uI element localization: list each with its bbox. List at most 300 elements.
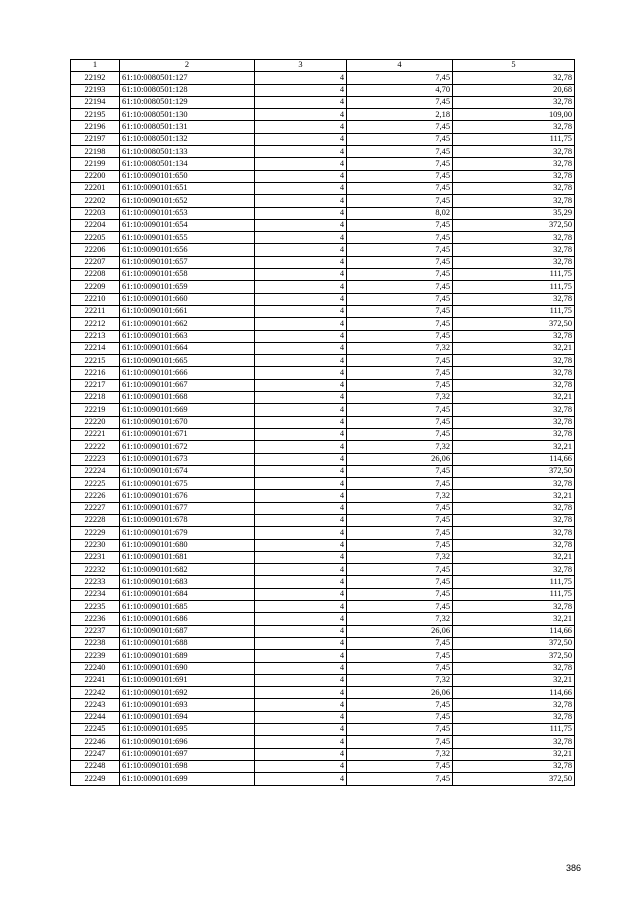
table-cell: 61:10:0090101:658 (120, 269, 255, 281)
table-cell: 22217 (71, 379, 120, 391)
table-cell: 4,70 (347, 84, 453, 96)
table-row (71, 576, 575, 588)
table-cell: 22216 (71, 367, 120, 379)
table-cell: 22207 (71, 256, 120, 268)
table-cell: 4 (255, 465, 347, 477)
table-cell: 32,78 (453, 601, 575, 613)
table-cell: 7,45 (347, 564, 453, 576)
table-cell: 61:10:0090101:693 (120, 699, 255, 711)
table-cell: 22215 (71, 355, 120, 367)
table-cell: 22211 (71, 305, 120, 317)
table-row (71, 527, 575, 539)
table-row (71, 305, 575, 317)
table-cell: 32,78 (453, 293, 575, 305)
table-cell: 7,45 (347, 281, 453, 293)
table-cell: 4 (255, 613, 347, 625)
table-row (71, 318, 575, 330)
table-cell: 61:10:0090101:696 (120, 736, 255, 748)
table-cell: 7,32 (347, 748, 453, 760)
table-cell: 2,18 (347, 109, 453, 121)
table-cell: 22227 (71, 502, 120, 514)
table-cell: 32,78 (453, 146, 575, 158)
table-cell: 114,66 (453, 453, 575, 465)
table-cell: 4 (255, 133, 347, 145)
table-cell: 61:10:0090101:660 (120, 293, 255, 305)
table-cell: 32,78 (453, 244, 575, 256)
table-cell: 61:10:0090101:650 (120, 170, 255, 182)
table-cell: 22208 (71, 269, 120, 281)
table-row (71, 146, 575, 158)
table-cell: 32,78 (453, 256, 575, 268)
table-cell: 111,75 (453, 281, 575, 293)
table-cell: 4 (255, 305, 347, 317)
table-cell: 7,45 (347, 330, 453, 342)
table-cell: 61:10:0090101:672 (120, 441, 255, 453)
table-cell: 4 (255, 293, 347, 305)
table-cell: 7,45 (347, 601, 453, 613)
table-cell: 32,78 (453, 760, 575, 772)
table-row (71, 687, 575, 699)
table-cell: 22206 (71, 244, 120, 256)
table-cell: 22214 (71, 342, 120, 354)
table-cell: 22233 (71, 576, 120, 588)
table-cell: 8,02 (347, 207, 453, 219)
table-row (71, 182, 575, 194)
table-cell: 32,21 (453, 342, 575, 354)
table-cell: 22235 (71, 601, 120, 613)
table-row (71, 121, 575, 133)
table-cell: 61:10:0090101:671 (120, 428, 255, 440)
table-header (71, 60, 575, 72)
table-cell: 4 (255, 342, 347, 354)
table-row (71, 379, 575, 391)
table-cell: 4 (255, 428, 347, 440)
table-cell: 4 (255, 392, 347, 404)
table-cell: 61:10:0090101:673 (120, 453, 255, 465)
table-row (71, 281, 575, 293)
table-row (71, 392, 575, 404)
table-cell: 7,45 (347, 428, 453, 440)
table-cell: 114,66 (453, 625, 575, 637)
table-cell: 22213 (71, 330, 120, 342)
table-cell: 4 (255, 625, 347, 637)
table-cell: 61:10:0090101:666 (120, 367, 255, 379)
table-cell: 7,45 (347, 121, 453, 133)
table-cell: 61:10:0090101:678 (120, 514, 255, 526)
table-cell: 61:10:0090101:699 (120, 773, 255, 785)
table-cell: 32,21 (453, 490, 575, 502)
table-cell: 7,45 (347, 182, 453, 194)
table-cell: 61:10:0090101:698 (120, 760, 255, 772)
table-cell: 4 (255, 318, 347, 330)
table-cell: 61:10:0090101:670 (120, 416, 255, 428)
table-cell: 4 (255, 441, 347, 453)
table-row (71, 293, 575, 305)
table-cell: 7,32 (347, 674, 453, 686)
table-cell: 7,32 (347, 441, 453, 453)
table-cell: 7,45 (347, 305, 453, 317)
table-cell: 22222 (71, 441, 120, 453)
table-row (71, 650, 575, 662)
table-cell: 114,66 (453, 687, 575, 699)
table-cell: 4 (255, 404, 347, 416)
table-cell: 32,78 (453, 182, 575, 194)
table-cell: 4 (255, 379, 347, 391)
table-cell: 61:10:0090101:664 (120, 342, 255, 354)
table-cell: 4 (255, 158, 347, 170)
table-cell: 32,21 (453, 674, 575, 686)
table-cell: 22225 (71, 478, 120, 490)
table-cell: 7,45 (347, 539, 453, 551)
table-cell: 4 (255, 219, 347, 231)
table-cell: 4 (255, 724, 347, 736)
table-cell: 22234 (71, 588, 120, 600)
table-cell: 7,45 (347, 514, 453, 526)
table-cell: 4 (255, 330, 347, 342)
table-cell: 372,50 (453, 773, 575, 785)
table-row (71, 748, 575, 760)
table-cell: 32,21 (453, 392, 575, 404)
table-cell: 61:10:0090101:654 (120, 219, 255, 231)
table-row (71, 133, 575, 145)
table-cell: 4 (255, 699, 347, 711)
table-row (71, 736, 575, 748)
table-row (71, 674, 575, 686)
table-cell: 372,50 (453, 219, 575, 231)
table-row (71, 564, 575, 576)
table-cell: 26,06 (347, 625, 453, 637)
table-row (71, 404, 575, 416)
table-cell: 7,32 (347, 613, 453, 625)
table-cell: 22200 (71, 170, 120, 182)
table-cell: 61:10:0090101:662 (120, 318, 255, 330)
table-cell: 32,21 (453, 441, 575, 453)
table-cell: 7,32 (347, 342, 453, 354)
table-cell: 7,45 (347, 96, 453, 108)
table-cell: 22193 (71, 84, 120, 96)
table-cell: 4 (255, 736, 347, 748)
table-row (71, 773, 575, 785)
table-cell: 7,45 (347, 662, 453, 674)
table-cell: 4 (255, 109, 347, 121)
table-cell: 61:10:0090101:695 (120, 724, 255, 736)
table-cell: 61:10:0090101:689 (120, 650, 255, 662)
table-cell: 22196 (71, 121, 120, 133)
table-cell: 61:10:0090101:679 (120, 527, 255, 539)
table-row (71, 367, 575, 379)
table-cell: 7,45 (347, 650, 453, 662)
table-cell: 61:10:0090101:652 (120, 195, 255, 207)
table-cell: 7,45 (347, 195, 453, 207)
table-cell: 61:10:0090101:681 (120, 551, 255, 563)
header-row (71, 60, 575, 72)
table-cell: 61:10:0090101:684 (120, 588, 255, 600)
table-cell: 22205 (71, 232, 120, 244)
table-cell: 22238 (71, 637, 120, 649)
table-cell: 4 (255, 662, 347, 674)
table-row (71, 428, 575, 440)
table-cell: 22228 (71, 514, 120, 526)
table-cell: 4 (255, 84, 347, 96)
table-cell: 4 (255, 748, 347, 760)
table-cell: 61:10:0090101:655 (120, 232, 255, 244)
page-number: 386 (566, 863, 582, 873)
table-cell: 4 (255, 281, 347, 293)
table-cell: 7,45 (347, 232, 453, 244)
table-cell: 22197 (71, 133, 120, 145)
table-row (71, 711, 575, 723)
table-cell: 7,32 (347, 551, 453, 563)
table-cell: 22230 (71, 539, 120, 551)
table-cell: 7,45 (347, 293, 453, 305)
table-cell: 4 (255, 539, 347, 551)
table-cell: 61:10:0090101:667 (120, 379, 255, 391)
table-cell: 7,45 (347, 478, 453, 490)
table-cell: 61:10:0090101:676 (120, 490, 255, 502)
table-cell: 4 (255, 551, 347, 563)
table-cell: 61:10:0080501:134 (120, 158, 255, 170)
table-cell: 111,75 (453, 576, 575, 588)
table-cell: 61:10:0090101:685 (120, 601, 255, 613)
registry-table (70, 59, 575, 786)
table-cell: 22203 (71, 207, 120, 219)
table-cell: 22245 (71, 724, 120, 736)
table-cell: 7,45 (347, 724, 453, 736)
table-cell: 4 (255, 576, 347, 588)
table-cell: 22199 (71, 158, 120, 170)
table-cell: 4 (255, 195, 347, 207)
table-cell: 4 (255, 416, 347, 428)
table-cell: 26,06 (347, 453, 453, 465)
table-cell: 61:10:0090101:661 (120, 305, 255, 317)
table-cell: 7,45 (347, 502, 453, 514)
table-cell: 32,78 (453, 564, 575, 576)
table-row (71, 72, 575, 84)
table-cell: 4 (255, 232, 347, 244)
table-cell: 61:10:0080501:131 (120, 121, 255, 133)
table-cell: 22237 (71, 625, 120, 637)
table-cell: 32,78 (453, 170, 575, 182)
table-cell: 32,78 (453, 96, 575, 108)
column-header: 4 (347, 60, 453, 72)
table-cell: 111,75 (453, 269, 575, 281)
table-cell: 372,50 (453, 465, 575, 477)
table-row (71, 539, 575, 551)
table-cell: 4 (255, 207, 347, 219)
table-cell: 22221 (71, 428, 120, 440)
table-cell: 4 (255, 244, 347, 256)
table-cell: 4 (255, 355, 347, 367)
table-cell: 61:10:0090101:677 (120, 502, 255, 514)
table-cell: 7,32 (347, 392, 453, 404)
table-cell: 61:10:0090101:691 (120, 674, 255, 686)
table-cell: 32,78 (453, 428, 575, 440)
table-cell: 111,75 (453, 305, 575, 317)
table-cell: 61:10:0090101:663 (120, 330, 255, 342)
table-cell: 4 (255, 650, 347, 662)
table-cell: 32,78 (453, 527, 575, 539)
table-row (71, 109, 575, 121)
table-cell: 61:10:0080501:128 (120, 84, 255, 96)
table-cell: 4 (255, 453, 347, 465)
table-cell: 32,78 (453, 232, 575, 244)
table-cell: 7,45 (347, 256, 453, 268)
table-cell: 22192 (71, 72, 120, 84)
table-cell: 61:10:0090101:694 (120, 711, 255, 723)
table-row (71, 478, 575, 490)
table-row (71, 662, 575, 674)
table-row (71, 416, 575, 428)
table-cell: 32,21 (453, 748, 575, 760)
table-cell: 7,45 (347, 318, 453, 330)
table-row (71, 625, 575, 637)
table-row (71, 232, 575, 244)
table-row (71, 760, 575, 772)
table-cell: 32,78 (453, 711, 575, 723)
table-cell: 22236 (71, 613, 120, 625)
table-cell: 4 (255, 502, 347, 514)
table-cell: 61:10:0080501:132 (120, 133, 255, 145)
table-cell: 32,78 (453, 72, 575, 84)
table-cell: 372,50 (453, 637, 575, 649)
table-cell: 22232 (71, 564, 120, 576)
table-cell: 61:10:0080501:133 (120, 146, 255, 158)
table-cell: 372,50 (453, 318, 575, 330)
table-cell: 32,78 (453, 379, 575, 391)
table-cell: 22241 (71, 674, 120, 686)
table-cell: 22219 (71, 404, 120, 416)
table-cell: 7,45 (347, 269, 453, 281)
table-row (71, 453, 575, 465)
table-cell: 7,45 (347, 736, 453, 748)
table-cell: 32,78 (453, 502, 575, 514)
table-row (71, 465, 575, 477)
table-cell: 22220 (71, 416, 120, 428)
table-cell: 7,45 (347, 170, 453, 182)
table-cell: 4 (255, 72, 347, 84)
table-row (71, 637, 575, 649)
table-cell: 7,45 (347, 711, 453, 723)
table-cell: 61:10:0090101:651 (120, 182, 255, 194)
table-cell: 61:10:0090101:680 (120, 539, 255, 551)
table-cell: 22249 (71, 773, 120, 785)
table-cell: 7,45 (347, 355, 453, 367)
table-cell: 26,06 (347, 687, 453, 699)
table-cell: 32,78 (453, 662, 575, 674)
table-row (71, 502, 575, 514)
table-cell: 4 (255, 674, 347, 686)
table-cell: 22202 (71, 195, 120, 207)
column-header: 5 (453, 60, 575, 72)
table-cell: 22204 (71, 219, 120, 231)
table-cell: 32,78 (453, 121, 575, 133)
table-cell: 7,45 (347, 699, 453, 711)
table-cell: 61:10:0090101:688 (120, 637, 255, 649)
table-cell: 111,75 (453, 588, 575, 600)
table-cell: 4 (255, 601, 347, 613)
column-header: 1 (71, 60, 120, 72)
table-cell: 111,75 (453, 133, 575, 145)
table-cell: 4 (255, 773, 347, 785)
table-cell: 7,45 (347, 465, 453, 477)
table-row (71, 195, 575, 207)
table-cell: 4 (255, 711, 347, 723)
table-cell: 111,75 (453, 724, 575, 736)
table-cell: 32,78 (453, 699, 575, 711)
table-cell: 35,29 (453, 207, 575, 219)
table-cell: 4 (255, 182, 347, 194)
table-cell: 22240 (71, 662, 120, 674)
table-cell: 61:10:0080501:129 (120, 96, 255, 108)
table-cell: 7,45 (347, 588, 453, 600)
table-cell: 7,45 (347, 379, 453, 391)
table-row (71, 551, 575, 563)
table-cell: 7,45 (347, 576, 453, 588)
table-row (71, 613, 575, 625)
table-cell: 4 (255, 96, 347, 108)
table-cell: 32,78 (453, 355, 575, 367)
table-cell: 61:10:0080501:127 (120, 72, 255, 84)
table-cell: 4 (255, 490, 347, 502)
table-row (71, 170, 575, 182)
table-row (71, 601, 575, 613)
table-row (71, 269, 575, 281)
table-cell: 32,78 (453, 478, 575, 490)
table-cell: 22194 (71, 96, 120, 108)
table-cell: 22226 (71, 490, 120, 502)
column-header: 3 (255, 60, 347, 72)
table-cell: 61:10:0090101:653 (120, 207, 255, 219)
table-cell: 61:10:0090101:656 (120, 244, 255, 256)
table-cell: 32,21 (453, 613, 575, 625)
table-row (71, 256, 575, 268)
table-cell: 22244 (71, 711, 120, 723)
table-cell: 22239 (71, 650, 120, 662)
table-cell: 61:10:0090101:692 (120, 687, 255, 699)
column-header: 2 (120, 60, 255, 72)
table-cell: 61:10:0090101:668 (120, 392, 255, 404)
table-cell: 4 (255, 687, 347, 699)
table-cell: 4 (255, 637, 347, 649)
table-row (71, 207, 575, 219)
table-cell: 7,45 (347, 133, 453, 145)
table-cell: 4 (255, 588, 347, 600)
table-cell: 22210 (71, 293, 120, 305)
table-cell: 22223 (71, 453, 120, 465)
table-cell: 7,45 (347, 146, 453, 158)
table-cell: 7,45 (347, 527, 453, 539)
table-cell: 7,45 (347, 637, 453, 649)
table-cell: 4 (255, 527, 347, 539)
table-row (71, 724, 575, 736)
table-cell: 22212 (71, 318, 120, 330)
table-row (71, 441, 575, 453)
table-cell: 32,78 (453, 736, 575, 748)
table-body (71, 72, 575, 785)
table-cell: 32,21 (453, 551, 575, 563)
table-cell: 61:10:0090101:683 (120, 576, 255, 588)
table-cell: 7,32 (347, 490, 453, 502)
table-cell: 4 (255, 170, 347, 182)
table-cell: 61:10:0090101:657 (120, 256, 255, 268)
table-cell: 61:10:0090101:669 (120, 404, 255, 416)
table-cell: 4 (255, 146, 347, 158)
table-cell: 22195 (71, 109, 120, 121)
table-row (71, 699, 575, 711)
table-cell: 22229 (71, 527, 120, 539)
table-cell: 7,45 (347, 367, 453, 379)
table-cell: 32,78 (453, 416, 575, 428)
